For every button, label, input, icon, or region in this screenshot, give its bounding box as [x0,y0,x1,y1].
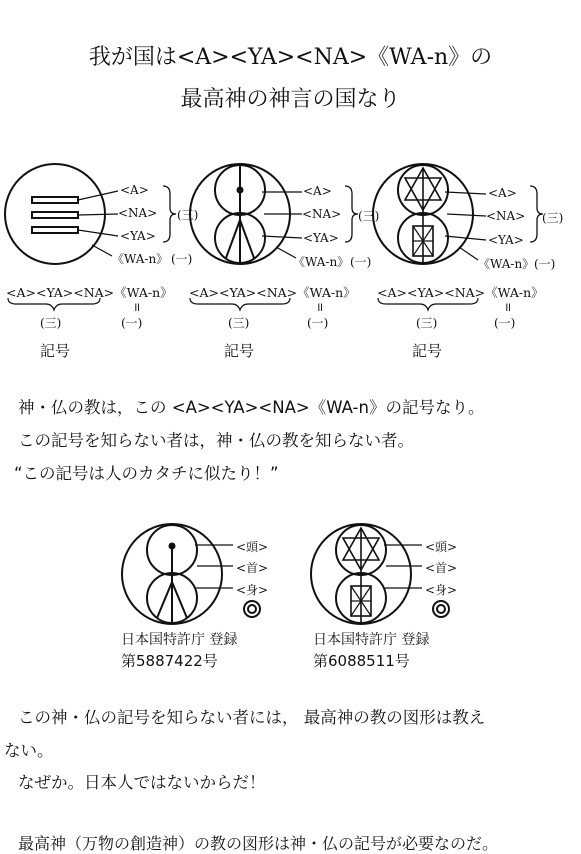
sequence-one-3: (一) [494,316,516,330]
sequence-1: <A><YA><NA>《WA-n》 [6,285,173,300]
body-label-neck-2: <首> [425,561,458,575]
label-ya-1: <YA> [120,229,156,243]
label-three-2: (三) [358,209,380,223]
sequence-one-2: (一) [307,316,329,330]
label-ya-3: <YA> [488,233,524,247]
label-na-3: <NA> [486,209,526,223]
registration-number-2: 第6088511号 [313,652,410,670]
paragraph-2-line-1: この神・仏の記号を知らない者には， 最高神の教の図形は教え [18,708,486,727]
registration-office-2: 日本国特許庁 登録 [313,632,430,648]
sequence-3: <A><YA><NA>《WA-n》 [377,285,544,300]
paragraph-1-line-2: この記号を知らない者は，神・仏の教を知らない者。 [18,431,414,450]
label-ya-2: <YA> [303,231,339,245]
label-wan-1: 《WA-n》 [112,252,169,266]
heading-line-1: 我が国は<A><YA><NA>《WA-n》の [88,45,493,70]
sequence-three-1: (三) [40,316,62,330]
paragraph-2-line-2: ない。 [4,741,54,760]
registration-office-1: 日本国特許庁 登録 [121,632,238,648]
label-a-2: <A> [303,184,332,198]
body-label-body-2: <身> [425,583,458,597]
label-wan-3: 《WA-n》 [478,257,535,271]
sequence-three-2: (三) [228,316,250,330]
paragraph-1-line-3: “この記号は人のカタチに似たり！” [14,464,279,483]
sequence-one-1: (一) [121,316,143,330]
paragraph-1-line-1: 神・仏の教は，この <A><YA><NA>《WA-n》の記号なり。 [18,398,485,417]
sequence-equals-3: ॥ [504,300,512,314]
label-wan-2: 《WA-n》 [293,255,350,269]
label-three-3: (三) [542,211,564,225]
label-a-1: <A> [120,183,149,197]
kigo-label-1: 記号 [40,342,71,360]
label-na-1: <NA> [118,206,158,220]
label-one-3: (一) [534,257,556,271]
body-label-body-1: <身> [236,583,269,597]
body-label-head-1: <頭> [236,540,269,554]
body-label-head-2: <頭> [425,540,458,554]
sequence-equals-2: ॥ [316,300,324,314]
body-label-neck-1: <首> [236,561,269,575]
kigo-label-3: 記号 [412,342,443,360]
paragraph-2-line-4: 最高神（万物の創造神）の教の図形は神・仏の記号が必要なのだ。 [18,834,499,853]
sequence-2: <A><YA><NA>《WA-n》 [189,285,356,300]
heading-line-2: 最高神の神言の国なり [180,87,401,112]
sequence-three-3: (三) [416,316,438,330]
kigo-label-2: 記号 [224,342,255,360]
registration-number-1: 第5887422号 [121,652,218,670]
label-one-2: (一) [350,255,372,269]
sequence-equals-1: ॥ [133,300,141,314]
paragraph-2-line-3: なぜか。日本人ではないからだ！ [18,773,266,792]
label-na-2: <NA> [302,207,342,221]
label-three-1: (三) [177,208,199,222]
label-a-3: <A> [488,186,517,200]
label-one-1: (一) [171,252,193,266]
